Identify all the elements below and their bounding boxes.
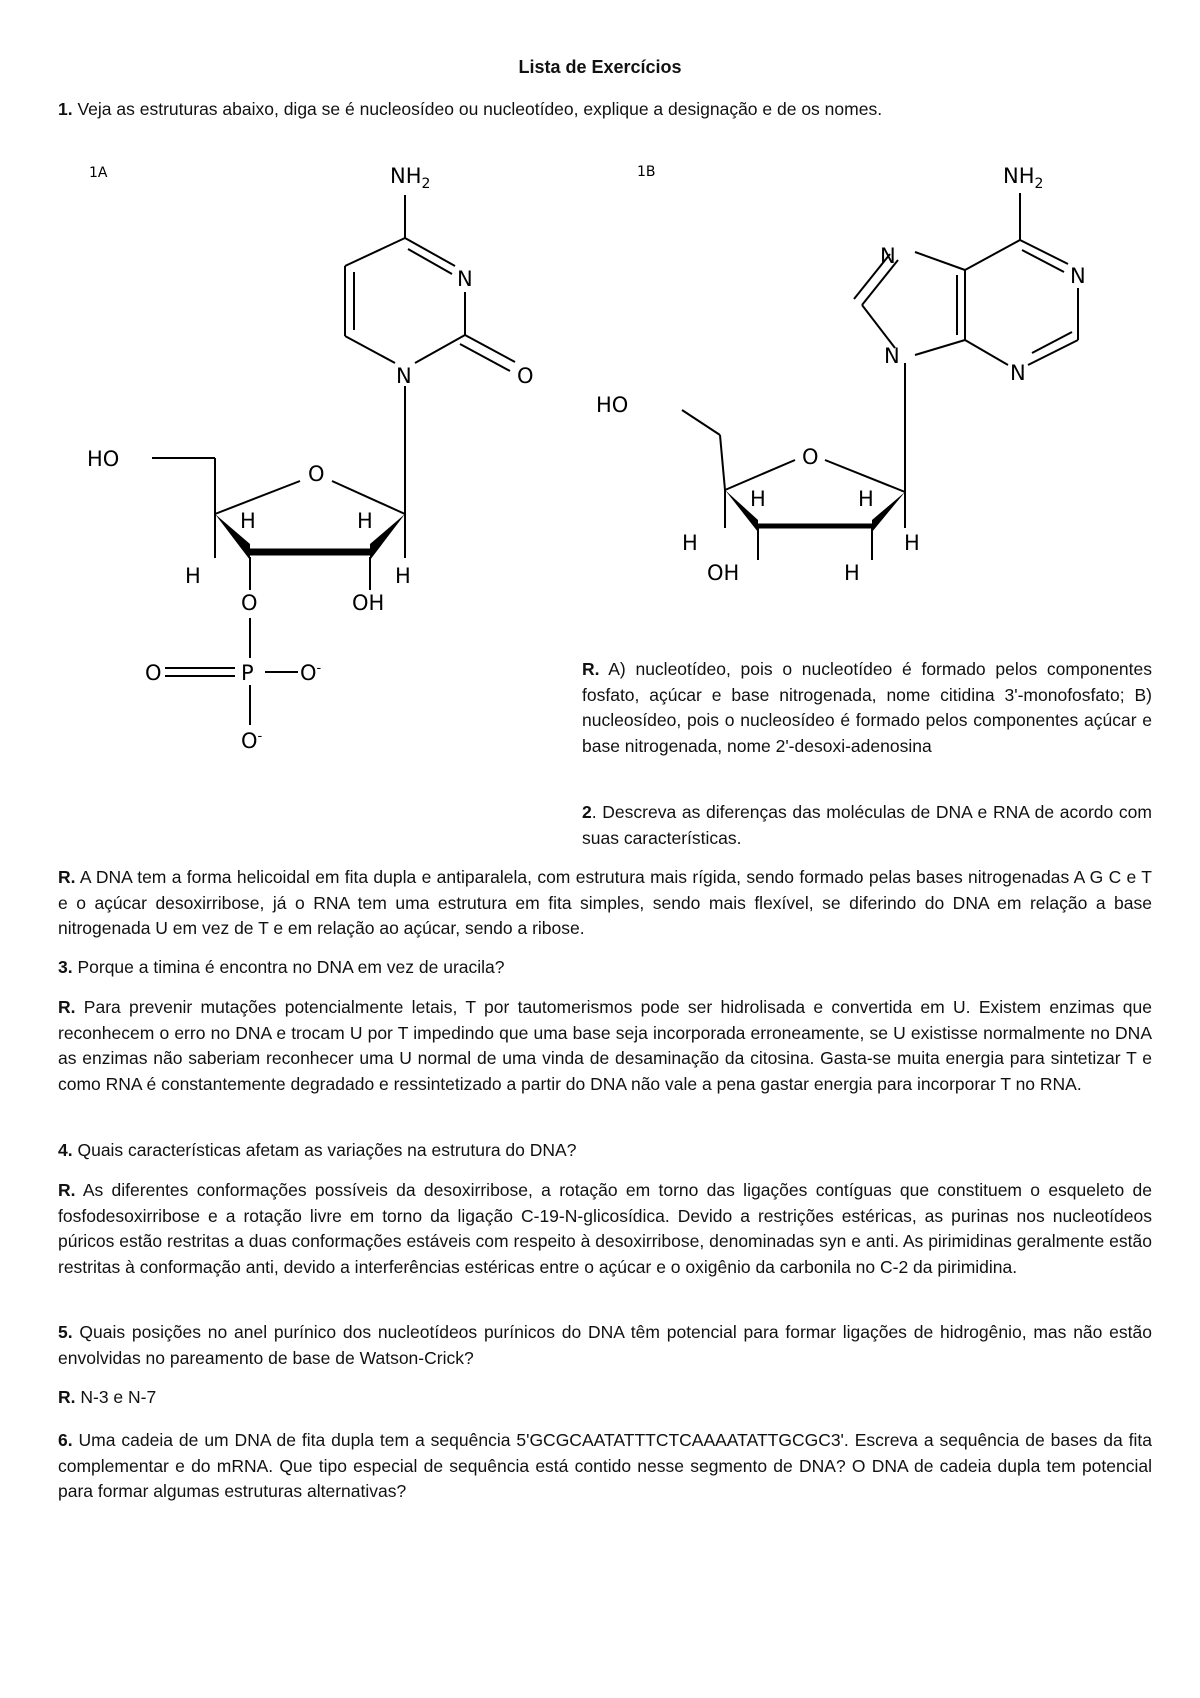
question-number: 4.	[58, 1140, 73, 1160]
page-title: Lista de Exercícios	[518, 57, 682, 77]
atom-oh: OH	[707, 561, 740, 585]
answer-label: R.	[58, 867, 76, 887]
question-6	[58, 1428, 1152, 1505]
atom-n3: N	[1010, 361, 1026, 385]
answer-text: Para prevenir mutações potencialmente letais, T por tautomerismos pode ser hidrolisada e convertida em U. Existem enzimas que reconhecem o erro no DNA e trocam U por T impedindo que uma base seja incorporada erroneamente, se U existisse normalmente no DNA as enzimas não saberiam reconhecer uma U normal de uma vinda de desaminação da citosina. Gasta-se muita energia para sintetizar T e como RNA é constantemente degradado e ressintetizado a partir do DNA não vale a pena gastar energia para incorporar T no RNA.	[58, 997, 1152, 1094]
question-number: 6.	[58, 1430, 73, 1450]
atom-h-c1: H	[904, 531, 920, 555]
question-text: Uma cadeia de um DNA de fita dupla tem a sequência 5'GCGCAATATTTCTCAAAATATTGCGC3'. Escreva a sequência de bases da fita complementar e do mRNA. Que tipo especial de sequência está contido nesse segmento de DNA? O DNA de cadeia dupla tem potencial para formar algumas estruturas alternativas?	[58, 1430, 1152, 1501]
figure-label: 1A	[89, 165, 108, 181]
answer-4	[58, 1178, 1152, 1280]
atom-nh2: $NH_2$	[390, 164, 431, 192]
answer-5	[58, 1385, 1152, 1411]
atom-o-ring: O	[308, 462, 325, 486]
figure-label: 1B	[637, 164, 656, 180]
atom-n1: N	[396, 364, 412, 388]
atom-n7: N	[880, 244, 896, 268]
figure-1a	[60, 150, 580, 830]
atom-o-ring: O	[802, 445, 819, 469]
atom-h-c2: H	[844, 561, 860, 585]
question-text: Quais posições no anel purínico dos nucleotídeos purínicos do DNA têm potencial para formar ligações de hidrogênio, mas não estão envolvidas no pareamento de base de Watson-Crick?	[58, 1322, 1152, 1368]
question-5	[58, 1320, 1152, 1371]
atom-o-minus-bottom: O-	[241, 729, 263, 753]
answer-label: R.	[58, 997, 76, 1017]
question-number: 3.	[58, 957, 73, 977]
atom-o-double: O	[145, 661, 162, 685]
answer-2	[58, 865, 1152, 942]
atom-h-c4: H	[682, 531, 698, 555]
atom-n9: N	[884, 344, 900, 368]
atom-ho: HO	[596, 393, 629, 417]
atom-p: P	[241, 661, 254, 685]
atom-h-ring-right: H	[357, 509, 373, 533]
atom-n1: N	[1070, 264, 1086, 288]
figure-1b	[580, 150, 1100, 630]
answer-1	[582, 657, 1152, 759]
question-text: Quais características afetam as variações na estrutura do DNA?	[72, 1140, 577, 1160]
atom-oh: OH	[352, 591, 385, 615]
answer-text: A) nucleotídeo, pois o nucleotídeo é formado pelos componentes fosfato, açúcar e base nitrogenada, nome citidina 3'-monofosfato; B) nucleosídeo, pois o nucleosídeo é formado pelos componentes açúcar e base nitrogenada, nome 2'-desoxi-adenosina	[582, 659, 1152, 756]
question-4	[58, 1138, 1152, 1164]
answer-3	[58, 995, 1152, 1097]
atom-h-ring-left: H	[750, 487, 766, 511]
question-number: 1.	[58, 99, 73, 119]
question-text: . Descreva as diferenças das moléculas de DNA e RNA de acordo com suas características.	[582, 802, 1152, 848]
question-3	[58, 955, 1152, 981]
answer-label: R.	[58, 1180, 76, 1200]
atom-h-c4: H	[185, 564, 201, 588]
answer-text: As diferentes conformações possíveis da desoxirribose, a rotação em torno das ligações contíguas que constituem o esqueleto de fosfodesoxirribose e a rotação livre em torno da ligação C-19-N-glicosídica. Devido a restrições estéricas, as purinas nos nucleotídeos púricos estão restritas a duas conformações estáveis com respeito à desoxirribose, denominadas syn e anti. As pirimidinas geralmente estão restritas à conformação anti, devido a interferências estéricas entre o açúcar e o oxigênio da carbonila no C-2 da pirimidina.	[58, 1180, 1152, 1277]
answer-text: A DNA tem a forma helicoidal em fita dupla e antiparalela, com estrutura mais rígida, sendo formado pelas bases nitrogenadas A G C e T e o açúcar desoxirribose, já o RNA tem uma estrutura em fita simples, sendo mais flexível, se diferindo do DNA em relação a base nitrogenada U em vez de T e em relação ao açúcar, sendo a ribose.	[58, 867, 1152, 938]
atom-h-c1: H	[395, 564, 411, 588]
atom-o-minus-right: O-	[300, 661, 322, 685]
question-2	[582, 800, 1152, 851]
question-text: Veja as estruturas abaixo, diga se é nucleosídeo ou nucleotídeo, explique a designação e de os nomes.	[72, 99, 883, 119]
answer-label: R.	[582, 659, 600, 679]
question-text: Porque a timina é encontra no DNA em vez de uracila?	[72, 957, 505, 977]
atom-o-phosphate: O	[241, 591, 258, 615]
atom-h-ring-right: H	[858, 487, 874, 511]
atom-ho: HO	[87, 447, 120, 471]
question-1	[58, 97, 1152, 123]
atom-o-carbonyl: O	[517, 364, 534, 388]
answer-text: N-3 e N-7	[75, 1387, 157, 1407]
structure-1b	[580, 150, 1100, 630]
atom-n3: N	[457, 267, 473, 291]
structure-1a	[60, 150, 580, 830]
atom-nh2: $NH_2$	[1003, 164, 1044, 192]
question-number: 5.	[58, 1322, 73, 1342]
answer-label: R.	[58, 1387, 76, 1407]
question-number: 2	[582, 802, 592, 822]
atom-h-ring-left: H	[240, 509, 256, 533]
